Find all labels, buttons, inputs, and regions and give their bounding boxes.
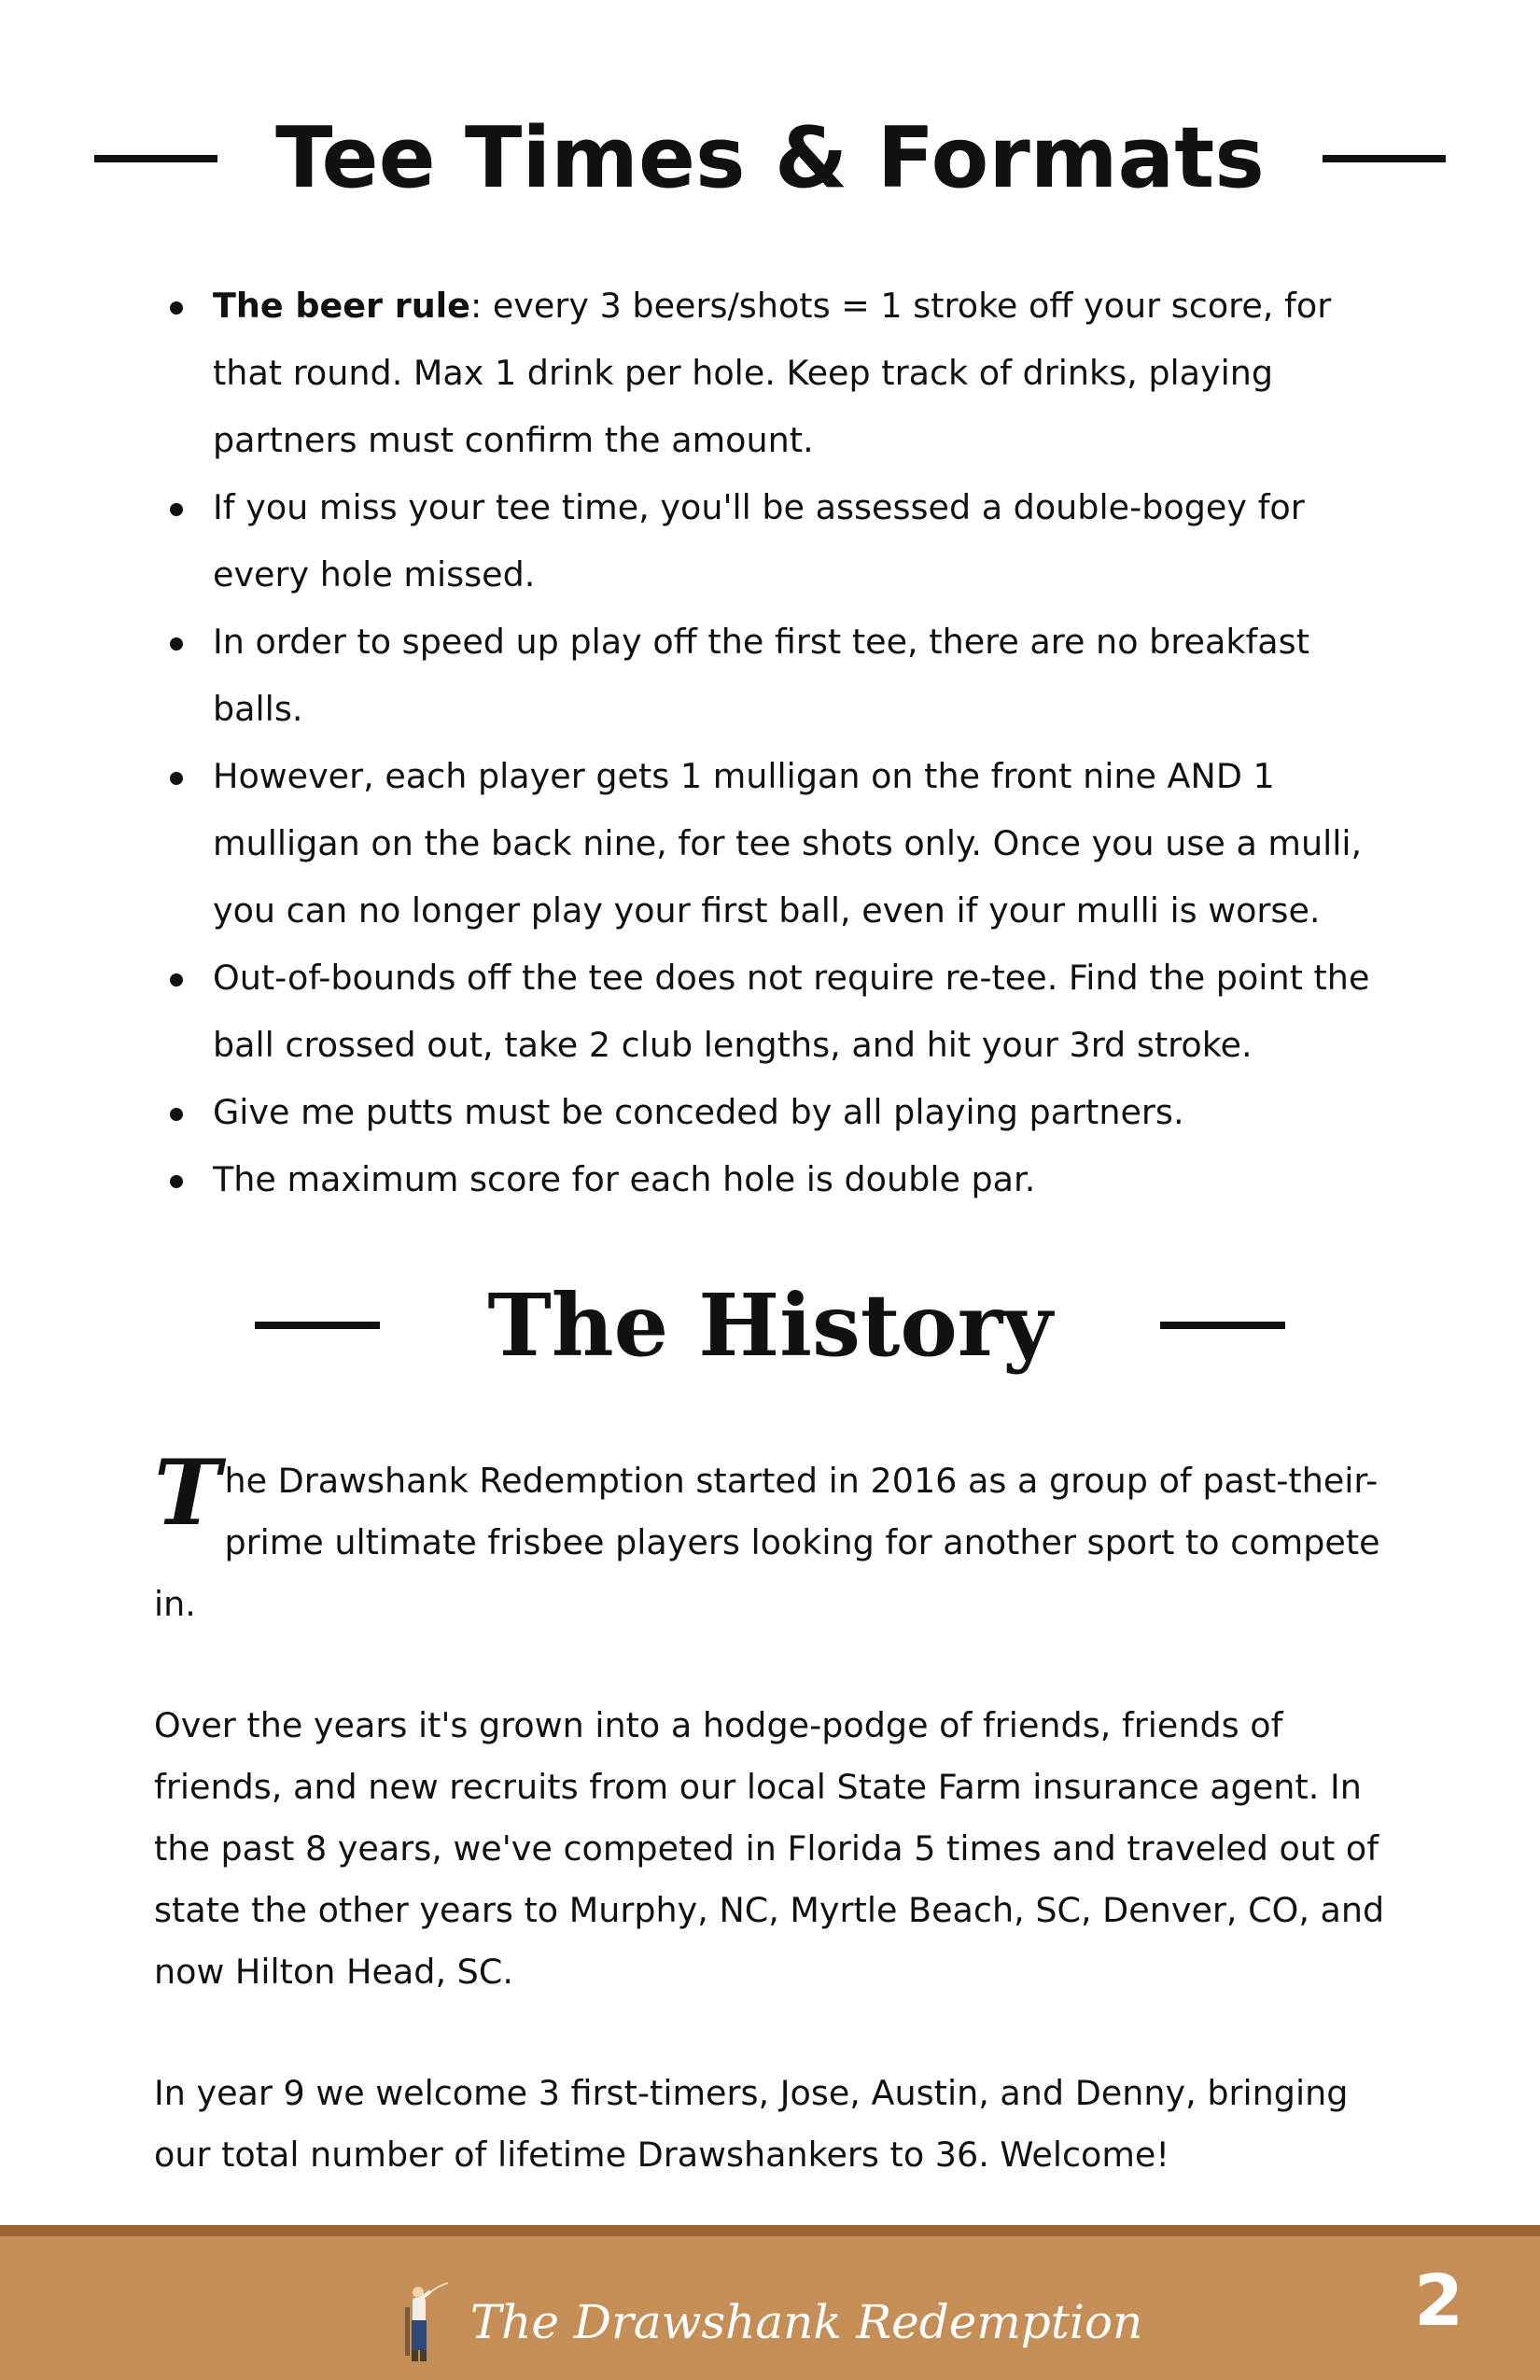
history-paragraph: In year 9 we welcome 3 first-timers, Jose, Austin, and Denny, bringing our total number of lifetime Drawshankers to 36. Welcome!	[154, 2073, 1349, 2175]
rules-list	[159, 273, 1391, 1213]
footer-rule	[0, 2225, 1540, 2236]
bullet-icon	[170, 772, 183, 785]
footer-brand	[0, 2279, 1540, 2365]
list-item	[159, 743, 1391, 945]
rule-text: However, each player gets 1 mulligan on the front nine AND 1 mulligan on the back nine, for tee shots only. Once you use a mulli, you can no longer play your first ball, even if your mulli is worse.	[213, 756, 1363, 931]
list-item	[159, 273, 1391, 474]
list-item	[159, 609, 1391, 743]
golfer-icon	[398, 2279, 454, 2365]
bullet-icon	[170, 973, 183, 987]
header-rule-right	[1160, 1322, 1285, 1329]
rule-text: The maximum score for each hole is double par.	[213, 1159, 1036, 1199]
history-paragraph: Over the years it's grown into a hodge-podge of friends, friends of friends, and new recruits from our local State Farm insurance agent. In the past 8 years, we've competed in Florida 5 times and traveled out of state the other years to Murphy, NC, Myrtle Beach, SC, Denver, CO, and now Hilton Head, SC.	[154, 1705, 1385, 1992]
history-paragraph	[154, 1440, 1405, 1635]
header-rule-right	[1323, 155, 1446, 162]
rule-text: : every 3 beers/shots = 1 stroke off your score, for that round. Max 1 drink per hole. Keep track of drinks, playing partners must confirm the amount.	[213, 286, 1332, 460]
formats-title: Tee Times & Formats	[275, 109, 1265, 207]
footer	[0, 2225, 1540, 2380]
list-item	[159, 474, 1391, 609]
history-header	[0, 1269, 1540, 1381]
bullet-icon	[170, 503, 183, 516]
drop-cap: T	[154, 1440, 221, 1546]
header-rule-left	[94, 155, 217, 162]
paragraph-text: he Drawshank Redemption started in 2016 as a group of past-their-prime ultimate frisbee players looking for another sport to compete in.	[154, 1461, 1380, 1624]
list-item	[159, 945, 1391, 1079]
rule-text: In order to speed up play off the first tee, there are no breakfast balls.	[213, 622, 1310, 729]
formats-header	[0, 103, 1540, 215]
bullet-icon	[170, 1108, 183, 1121]
footer-title: The Drawshank Redemption	[469, 2295, 1143, 2349]
rule-text: If you miss your tee time, you'll be assessed a double-bogey for every hole missed.	[213, 487, 1305, 595]
bullet-icon	[170, 1175, 183, 1188]
rule-text: Out-of-bounds off the tee does not require re-tee. Find the point the ball crossed out, take 2 club lengths, and hit your 3rd stroke.	[213, 958, 1370, 1065]
bullet-icon	[170, 301, 183, 315]
list-item	[159, 1146, 1391, 1213]
page-number: 2	[1414, 2259, 1463, 2342]
history-body	[154, 1440, 1405, 2246]
bullet-icon	[170, 637, 183, 651]
rule-text: Give me putts must be conceded by all playing partners.	[213, 1092, 1184, 1132]
list-item	[159, 1079, 1391, 1146]
header-rule-left	[255, 1322, 380, 1329]
rule-bold: The beer rule	[213, 286, 470, 326]
history-title: The History	[487, 1275, 1053, 1376]
